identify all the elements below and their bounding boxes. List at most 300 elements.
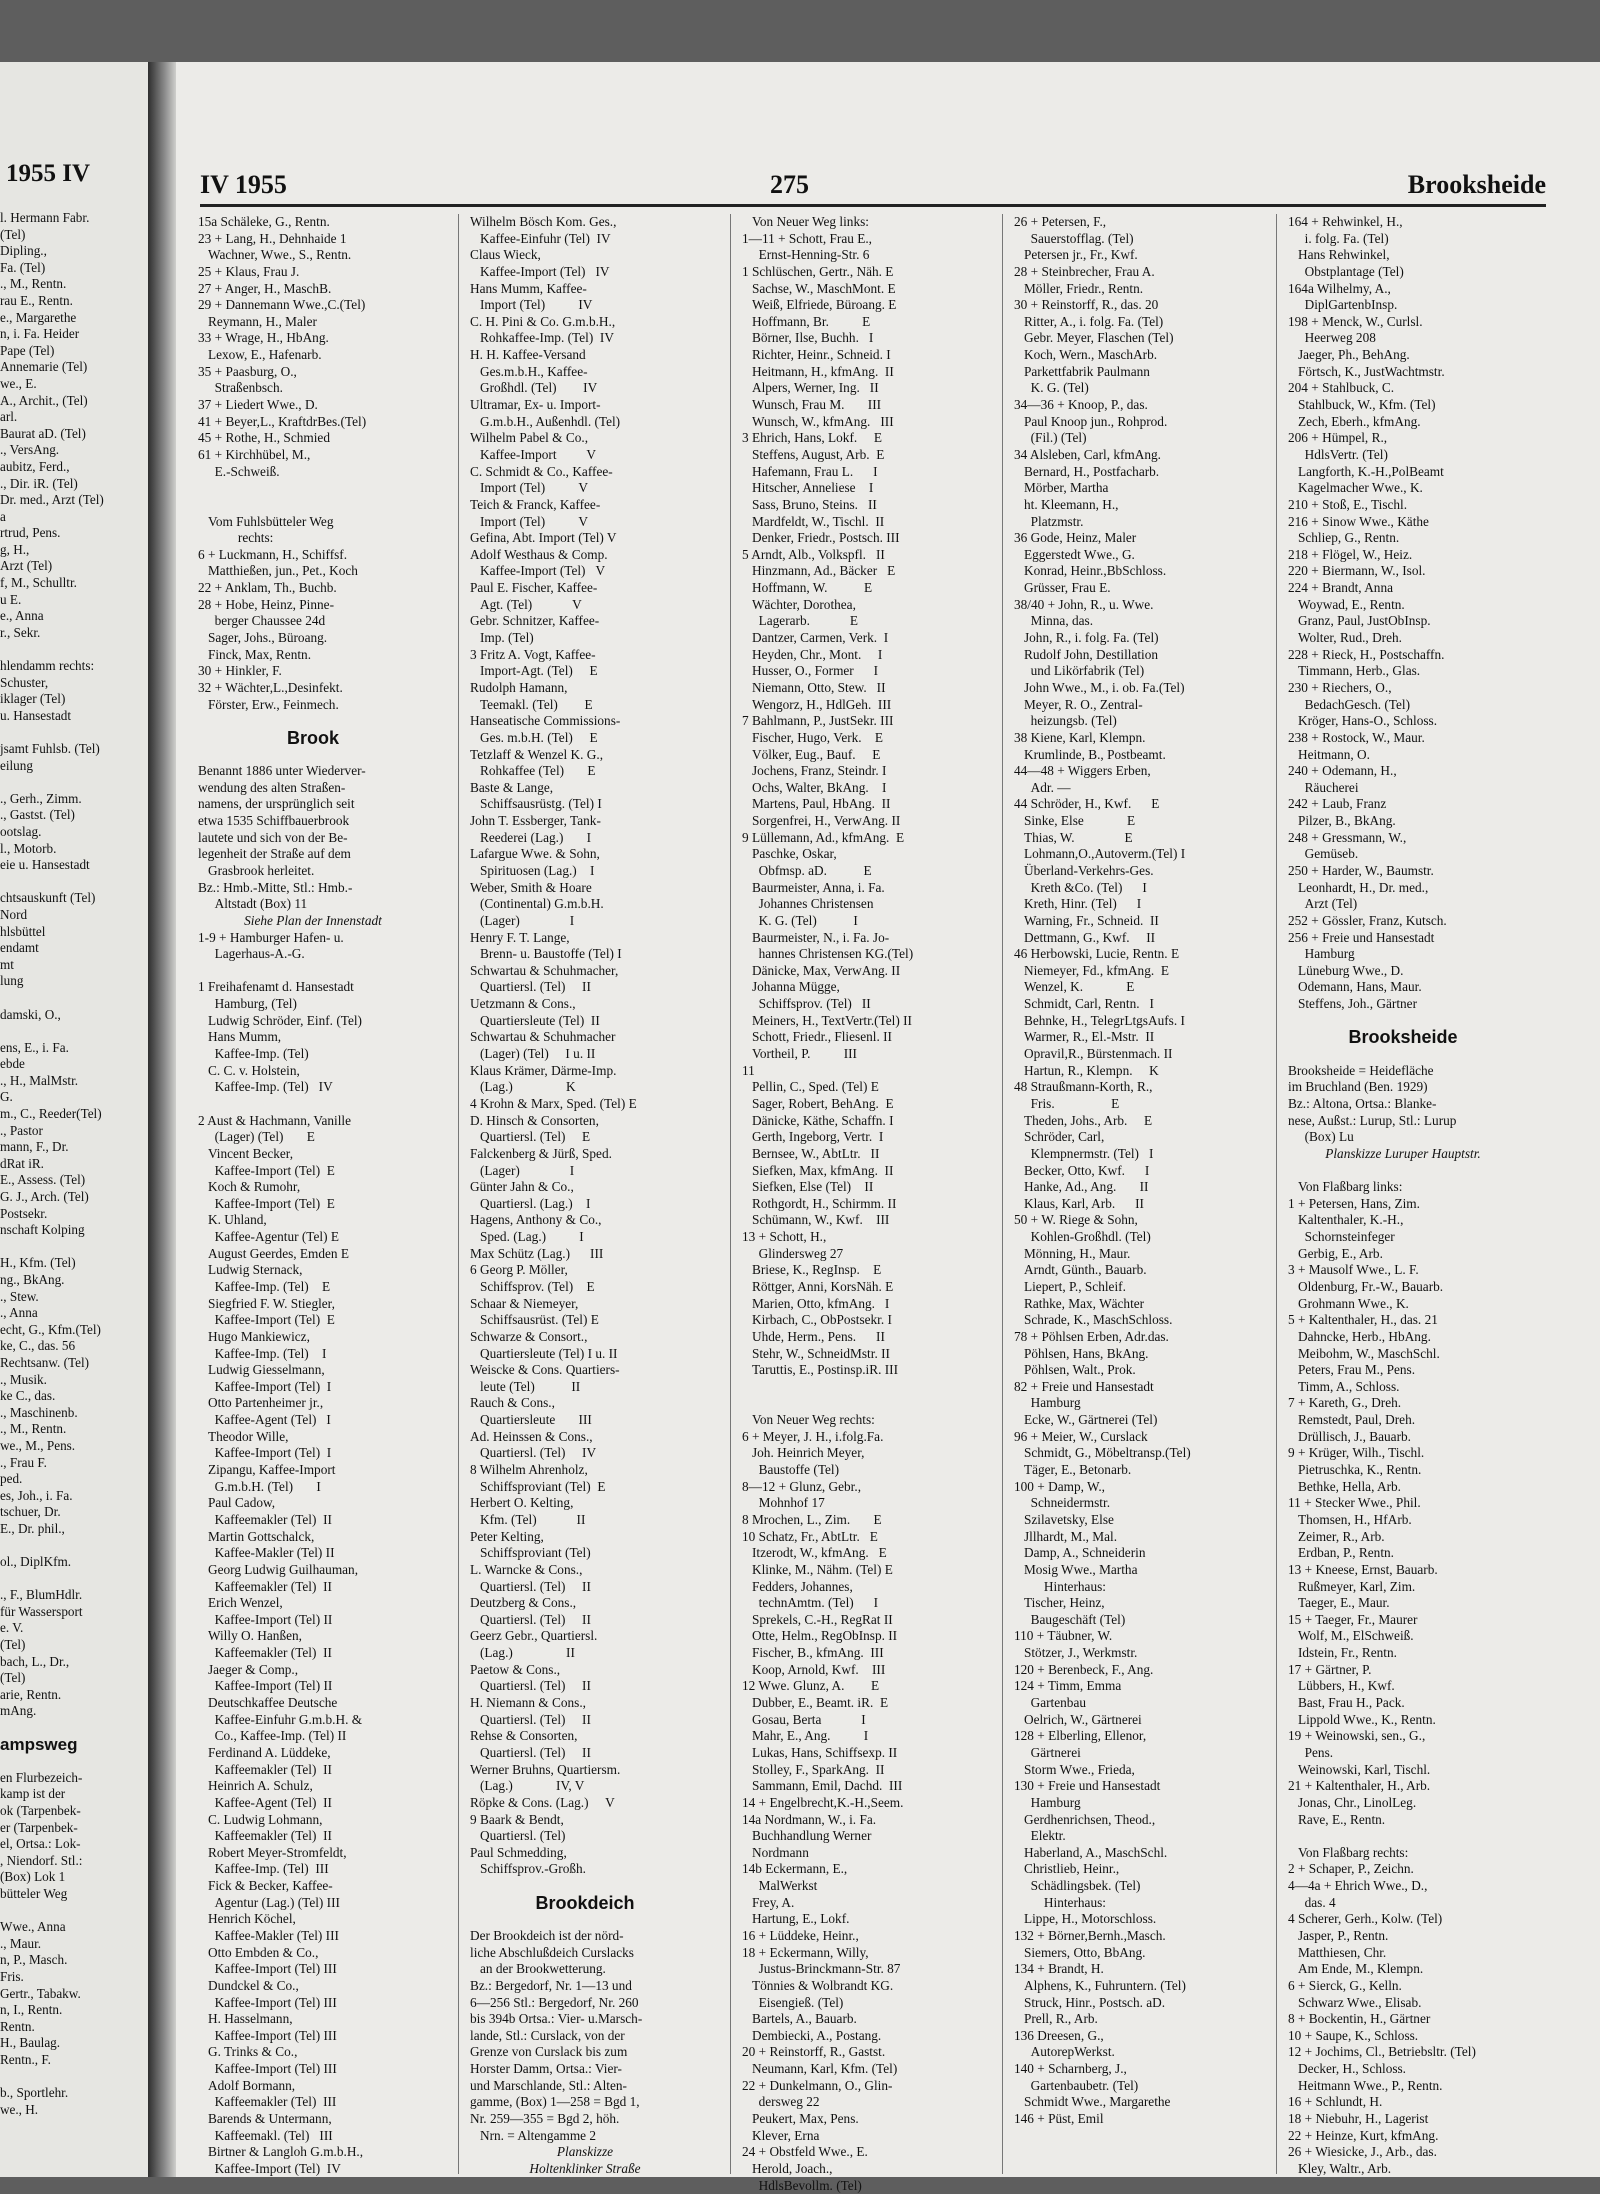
directory-entry-line: Röpke & Cons. (Lag.) V [470, 1794, 615, 1810]
directory-entry-line [0, 1538, 104, 1555]
directory-entry-line: tschuer, Dr. [0, 1504, 61, 1520]
directory-entry-line: 50 + W. Riege & Sohn, [1014, 1212, 1138, 1228]
directory-entry-line: e., Margarethe [0, 309, 77, 325]
directory-entry-line: Bz.: Hmb.-Mitte, Stl.: Hmb.- [198, 879, 353, 895]
directory-entry-line: 32 + Wächter,L.,Desinfekt. [198, 679, 343, 695]
directory-entry-line: Meiners, H., TextVertr.(Tel) II [742, 1012, 912, 1028]
directory-entry-line: (Lager) (Tel) E [198, 1129, 315, 1145]
directory-entry-line: Grasbrook herleitet. [198, 862, 315, 878]
directory-entry-line: Niemann, Otto, Stew. II [742, 679, 886, 695]
directory-entry-line [1288, 1163, 1518, 1180]
directory-entry-line: Dänicke, Käthe, Schaffn. I [742, 1112, 894, 1128]
directory-entry-line: rechts: [198, 530, 274, 546]
directory-entry-line: Granz, Paul, JustObInsp. [1288, 613, 1431, 629]
directory-entry-line: damski, O., [0, 1006, 61, 1022]
directory-entry-line: E., Dr. phil., [0, 1520, 65, 1536]
directory-entry-line: Baurat aD. (Tel) [0, 425, 86, 441]
directory-entry-line: Adolf Bormann, [198, 2077, 296, 2093]
directory-entry-line: Wolter, Rud., Dreh. [1288, 630, 1402, 646]
directory-entry-line: Kaffee-Imp. (Tel) E [198, 1279, 331, 1294]
directory-entry-line: Obstplantage (Tel) [1288, 263, 1404, 279]
directory-entry-line: Robert Meyer-Stromfeldt, [198, 1844, 347, 1860]
directory-entry-line: 8 Wilhelm Ahrenholz, [470, 1462, 588, 1478]
directory-entry-line: (Lag.) IV, V [470, 1778, 585, 1794]
directory-entry-line: Pape (Tel) [0, 342, 55, 358]
directory-entry-line: und Likörfabrik (Tel) [1014, 663, 1145, 679]
directory-entry-line: Schliep, G., Rentn. [1288, 530, 1400, 546]
directory-entry-line: Rudolph Hamann, [470, 679, 568, 695]
directory-entry-line: Kaffee-Import (Tel) E [198, 1195, 335, 1211]
directory-entry-line: Barends & Untermann, [198, 2111, 332, 2127]
directory-entry-line: Wwe., Anna [0, 1919, 66, 1935]
directory-entry-line: Koch & Rumohr, [198, 1179, 301, 1195]
directory-entry-line [1288, 1046, 1518, 1063]
directory-entry-line: 96 + Meier, W., Curslack [1014, 1428, 1148, 1444]
directory-entry-line: Röttger, Anni, KorsNäh. E [742, 1279, 894, 1294]
directory-entry-line: Max Schütz (Lag.) III [470, 1245, 604, 1261]
directory-entry-line: dersweg 22 [742, 2094, 820, 2110]
directory-entry-line: Quartiersl. (Tel) II [470, 979, 591, 995]
directory-entry-line: Kaffee-Einfuhr (Tel) IV [470, 230, 611, 246]
directory-entry-line: Völker, Eug., Bauf. E [742, 746, 881, 762]
directory-entry-line: (Tel) [0, 1670, 26, 1686]
directory-entry-line: 130 + Freie und Hansestadt [1014, 1778, 1161, 1794]
directory-entry-line: bach, L., Dr., [0, 1653, 70, 1669]
directory-entry-line: 5 Arndt, Alb., Volkspfl. II [742, 546, 885, 562]
directory-entry-line: G.m.b.H. (Tel) I [198, 1478, 321, 1494]
directory-entry-line: Weber, Smith & Hoare [470, 879, 592, 895]
directory-entry-line: Taeger, E., Maur. [1288, 1595, 1390, 1611]
directory-entry-line: C. H. Pini & Co. G.m.b.H., [470, 313, 616, 329]
directory-entry-line: Siefken, Else (Tel) II [742, 1179, 874, 1195]
directory-entry-line: 15a Schäleke, G., Rentn. [198, 214, 330, 229]
directory-entry-line: Liepert, P., Schleif. [1014, 1279, 1126, 1294]
directory-entry-line: Minna, das. [1014, 613, 1094, 629]
directory-entry-line: 242 + Laub, Franz [1288, 796, 1387, 812]
directory-entry-line: Quartiersl. (Tel) II [470, 1611, 591, 1627]
directory-entry-line: Tischer, Heinz, [1014, 1595, 1105, 1611]
directory-entry-line: Baurmeister, N., i. Fa. Jo- [742, 929, 890, 945]
directory-entry-line: Agentur (Lag.) (Tel) III [198, 1894, 340, 1910]
directory-entry-line: (Tel) [0, 226, 26, 242]
directory-entry-line: Co., Kaffee-Imp. (Tel) II [198, 1728, 347, 1744]
directory-entry-line: Quartiersl. (Tel) II [470, 1711, 591, 1727]
directory-entry-line: dRat iR. [0, 1155, 44, 1171]
directory-entry-line: 198 + Menck, W., Curlsl. [1288, 313, 1423, 329]
column-2 [470, 214, 700, 2174]
directory-entry-line: (Tel) [0, 1637, 26, 1653]
directory-entry-line: Nord [0, 906, 28, 922]
directory-entry-line: Horster Damm, Ortsa.: Vier- [470, 2061, 622, 2077]
directory-entry-line: Rußmeyer, Karl, Zim. [1288, 1578, 1416, 1594]
directory-entry-line: Gärtnerei [1014, 1744, 1081, 1760]
directory-entry-line: C. C. v. Holstein, [198, 1062, 300, 1078]
directory-entry-line: Mönning, H., Maur. [1014, 1245, 1131, 1261]
directory-entry-line: jsamt Fuhlsb. (Tel) [0, 741, 100, 756]
directory-entry-line: C. Ludwig Lohmann, [198, 1811, 323, 1827]
right-page [176, 62, 1600, 2193]
directory-entry-line: 21 + Kaltenthaler, H., Arb. [1288, 1778, 1431, 1794]
directory-entry-line [0, 1023, 104, 1040]
directory-entry-line: 2 + Schaper, P., Zeichn. [1288, 1861, 1414, 1877]
directory-entry-line: 29 + Dannemann Wwe.,C.(Tel) [198, 297, 366, 313]
directory-entry-line: A., Archit., (Tel) [0, 392, 88, 408]
directory-entry-line: bütteler Weg [0, 1885, 68, 1901]
directory-entry-line: heizungsb. (Tel) [1014, 713, 1117, 729]
directory-entry-line: 110 + Täubner, W. [1014, 1628, 1113, 1644]
directory-entry-line: Von Flaßbarg links: [1288, 1179, 1403, 1195]
directory-entry-line: Quartiersl. (Tel) II [470, 1578, 591, 1594]
directory-entry-line: Kaffee-Import (Tel) II [198, 1678, 333, 1694]
directory-entry-line: Kaffee-Imp. (Tel) I [198, 1345, 327, 1361]
directory-entry-line: a [0, 508, 6, 524]
directory-entry-line: Peukert, Max, Pens. [742, 2111, 859, 2127]
directory-entry-line: kamp ist der [0, 1786, 66, 1802]
directory-entry-line: mann, F., Dr. [0, 1139, 69, 1155]
directory-entry-line: mt [0, 956, 14, 972]
column-rule [1002, 214, 1003, 2174]
directory-entry-line: lung [0, 973, 24, 989]
directory-entry-line: rtrud, Pens. [0, 525, 61, 541]
directory-entry-line: Ges. m.b.H. (Tel) E [470, 729, 598, 745]
directory-entry-line: Schädlingsbek. (Tel) [1014, 1878, 1141, 1894]
directory-entry-line: Kaffee-Import (Tel) III [198, 2027, 337, 2043]
directory-entry-line: K. Uhland, [198, 1212, 267, 1228]
directory-entry-line: arl. [0, 409, 18, 425]
directory-entry-line: rau E., Rentn. [0, 292, 73, 308]
directory-entry-line: Wolf, M., ElSchweiß. [1288, 1628, 1414, 1644]
directory-entry-line: John T. Essberger, Tank- [470, 813, 601, 829]
directory-entry-line: Claus Wieck, [470, 247, 541, 263]
directory-entry-line: Brooksheide = Heidefläche [1288, 1062, 1434, 1078]
directory-entry-line: 20 + Reinstorff, R., Gastst. [742, 2044, 886, 2060]
directory-entry-line: legenheit der Straße auf dem [198, 846, 351, 862]
directory-entry-line: we., M., Pens. [0, 1437, 76, 1453]
directory-entry-line: Georg Ludwig Guilhauman, [198, 1561, 359, 1577]
directory-entry-line: H., Baulag. [0, 2035, 61, 2051]
directory-entry-line: Reederei (Lag.) I [470, 829, 592, 845]
directory-entry-line: Hagens, Anthony & Co., [470, 1212, 602, 1228]
directory-entry-line: Ferdinand A. Lüddeke, [198, 1744, 331, 1760]
directory-entry-line: 61 + Kirchhübel, M., [198, 446, 311, 462]
directory-entry-line: 16 + Schlundt, H. [1288, 2094, 1383, 2110]
directory-entry-line: Fick & Becker, Kaffee- [198, 1878, 333, 1894]
directory-entry-line: Paul Cadow, [198, 1495, 276, 1511]
left-page-header: 1955 IV [6, 160, 91, 187]
directory-entry-line: Gartenbau [1014, 1695, 1086, 1711]
directory-entry-line: Herbert O. Kelting, [470, 1495, 574, 1511]
directory-entry-line: Dettmann, G., Kwf. II [1014, 929, 1156, 945]
directory-entry-line: Hartun, R., Klempn. K [1014, 1062, 1159, 1078]
directory-entry-line: Gerth, Ingeborg, Vertr. I [742, 1129, 884, 1145]
directory-entry-line: (Lager) I [470, 912, 575, 928]
directory-entry-line: Vincent Becker, [198, 1145, 294, 1161]
plan-note: Planskizze [556, 2144, 614, 2160]
directory-entry-line: 8 Mrochen, L., Zim. E [742, 1511, 882, 1527]
directory-entry-line: Struck, Hinr., Postsch. aD. [1014, 1994, 1166, 2010]
directory-entry-line: Kaffee-Imp. (Tel) III [198, 1861, 329, 1877]
directory-entry-line: Steffens, Joh., Gärtner [1288, 996, 1418, 1012]
directory-entry-line: Matthiesen, Chr. [1288, 1944, 1387, 1960]
directory-entry-line: Bartels, A., Bauarb. [742, 2011, 857, 2027]
directory-entry-line: 12 + Jochims, Cl., Betriebsltr. (Tel) [1288, 2044, 1476, 2060]
directory-entry-line: Dipling., [0, 243, 47, 259]
directory-entry-line: ., M., Rentn. [0, 276, 67, 292]
street-heading: ampsweg [0, 1734, 78, 1754]
directory-entry-line: Benannt 1886 unter Wiederver- [198, 763, 366, 779]
directory-entry-line: Kaffee-Import (Tel) IV [198, 2160, 341, 2176]
directory-entry-line: DiplGartenbInsp. [1288, 297, 1398, 313]
directory-entry-line: 7 Bahlmann, P., JustSekr. III [742, 713, 894, 729]
directory-entry-line: Schwartau & Schuhmacher, [470, 962, 619, 978]
directory-entry-line: 164a Wilhelmy, A., [1288, 280, 1391, 296]
directory-entry-line: Rechtsanw. (Tel) [0, 1354, 90, 1370]
directory-entry-line: 38/40 + John, R., u. Wwe. [1014, 596, 1154, 612]
directory-entry-line: Kaffee-Import (Tel) III [198, 1961, 337, 1977]
directory-entry-line: Zipangu, Kaffee-Import [198, 1462, 336, 1478]
column-1 [198, 214, 428, 2174]
directory-entry-line [0, 874, 104, 891]
directory-entry-line: Jonas, Chr., LinolLeg. [1288, 1794, 1417, 1810]
directory-entry-line: m., C., Reeder(Tel) [0, 1106, 102, 1122]
directory-entry-line: Jochens, Franz, Steindr. I [742, 763, 887, 779]
directory-entry-line: Nr. 259—355 = Bgd 2, höh. [470, 2111, 620, 2127]
directory-entry-line: Ludwig Schröder, Einf. (Tel) [198, 1012, 362, 1028]
directory-entry-line: Mohnhof 17 [742, 1495, 825, 1511]
directory-entry-line: 7 + Kareth, G., Dreh. [1288, 1395, 1402, 1411]
directory-entry-line: Gartenbaubetr. (Tel) [1014, 2077, 1139, 2093]
directory-entry-line: ., F., BlumHdlr. [0, 1587, 83, 1603]
directory-entry-line: Lüneburg Wwe., D. [1288, 962, 1404, 978]
directory-entry-line: 45 + Rothe, H., Schmied [198, 430, 330, 446]
directory-entry-line: Kaffeemakler (Tel) II [198, 1578, 332, 1594]
directory-entry-line: 82 + Freie und Hansestadt [1014, 1378, 1154, 1394]
directory-entry-line: Adolf Westhaus & Comp. [470, 546, 608, 562]
directory-entry-line: 132 + Börner,Bernh.,Masch. [1014, 1927, 1166, 1943]
directory-entry-line: 100 + Damp, W., [1014, 1478, 1105, 1494]
directory-entry-line: ., Stew. [0, 1288, 39, 1304]
directory-entry-line: Storm Wwe., Frieda, [1014, 1761, 1135, 1777]
directory-entry-line: Hamburg, (Tel) [198, 996, 297, 1012]
directory-entry-line: ., Pastor [0, 1122, 43, 1138]
directory-entry-line: und Marschlande, Stl.: Alten- [470, 2077, 627, 2093]
directory-entry-line [0, 990, 104, 1007]
directory-entry-line: we., H. [0, 2101, 39, 2117]
directory-entry-line: Behnke, H., TelegrLtgsAufs. I [1014, 1012, 1185, 1028]
directory-entry-line: Langforth, K.-H.,PolBeamt [1288, 463, 1444, 479]
directory-entry-line: 248 + Gressmann, W., [1288, 829, 1407, 845]
directory-entry-line: 6 + Meyer, J. H., i.folg.Fa. [742, 1428, 884, 1444]
directory-entry-line: Mahr, E., Ang. I [742, 1728, 869, 1744]
directory-entry-line: Kley, Waltr., Arb. [1288, 2160, 1392, 2176]
directory-entry-line: Christlieb, Heinr., [1014, 1861, 1120, 1877]
directory-entry-line: ., Maschinenb. [0, 1404, 78, 1420]
directory-entry-line: Quartiersl. (Tel) E [470, 1129, 591, 1145]
directory-entry-line: Hans Mumm, Kaffee- [470, 280, 587, 296]
directory-entry-line: Pilzer, B., BkAng. [1288, 813, 1396, 829]
directory-entry-line: BedachGesch. (Tel) [1288, 696, 1411, 712]
directory-entry-line: Paetow & Cons., [470, 1661, 561, 1677]
directory-entry-line: en Flurbezeich- [0, 1769, 83, 1785]
directory-entry-line: Hamburg [1288, 946, 1355, 962]
directory-entry-line: Stahlbuck, W., Kfm. (Tel) [1288, 397, 1436, 413]
directory-entry-line: 4 Krohn & Marx, Sped. (Tel) E [470, 1095, 637, 1111]
directory-entry-line: Heyden, Chr., Mont. I [742, 646, 883, 662]
directory-entry-line: Bz.: Bergedorf, Nr. 1—13 und [470, 1977, 632, 1993]
directory-entry-line: ootslag. [0, 823, 42, 839]
directory-entry-line: Brenn- u. Baustoffe (Tel) I [470, 946, 622, 962]
directory-entry-line: 16 + Lüddeke, Heinr., [742, 1927, 859, 1943]
directory-entry-line [198, 963, 428, 980]
directory-entry-line: Kaffee-Agent (Tel) I [198, 1412, 331, 1428]
directory-entry-line: 230 + Riechers, O., [1288, 679, 1392, 695]
directory-entry-line: Oldenburg, Fr.-W., Bauarb. [1288, 1279, 1444, 1294]
directory-entry-line: Buchhandlung Werner [742, 1828, 872, 1844]
directory-entry-line: Paschke, Oskar, [742, 846, 837, 862]
directory-entry-line: Ges.m.b.H., Kaffee- [470, 363, 588, 379]
directory-entry-line: 25 + Klaus, Frau J. [198, 263, 300, 279]
directory-entry-line: ped. [0, 1471, 23, 1487]
directory-entry-line: Timm, A., Schloss. [1288, 1378, 1400, 1394]
directory-entry-line: Kaffeemakler (Tel) II [198, 1511, 332, 1527]
directory-entry-line: ng., BkAng. [0, 1272, 65, 1287]
directory-entry-line: Fris. E [1014, 1095, 1120, 1111]
directory-entry-line [0, 2069, 104, 2086]
directory-entry-line: Bernsee, W., AbtLtr. II [742, 1145, 880, 1161]
directory-entry-line: aubitz, Ferd., [0, 458, 70, 474]
directory-entry-line: das. 4 [1288, 1894, 1336, 1910]
directory-entry-line: Elektr. [1014, 1828, 1066, 1844]
directory-entry-line: 8—12 + Glunz, Gebr., [742, 1478, 862, 1494]
directory-entry-line: Birtner & Langloh G.m.b.H., [198, 2144, 364, 2160]
directory-entry-line: Briese, K., RegInsp. E [742, 1262, 882, 1278]
directory-entry-line: Alpers, Werner, Ing. II [742, 380, 879, 396]
directory-entry-line: 218 + Flögel, W., Heiz. [1288, 546, 1413, 562]
directory-entry-line: g, H., [0, 541, 30, 557]
directory-entry-line: 36 Gode, Heinz, Maler [1014, 530, 1137, 546]
directory-entry-line: el, Ortsa.: Lok- [0, 1836, 81, 1852]
directory-entry-line: Parkettfabrik Paulmann [1014, 363, 1150, 379]
directory-entry-line: Ritter, A., i. folg. Fa. (Tel) [1014, 313, 1164, 329]
street-heading: Brooksheide [1348, 1027, 1458, 1048]
directory-entry-line: Platzmstr. [1014, 513, 1084, 529]
directory-entry-line: Kröger, Hans-O., Schloss. [1288, 713, 1438, 729]
directory-entry-line: ., Maur. [0, 1935, 42, 1951]
street-heading: Brookdeich [535, 1892, 635, 1913]
directory-entry-line: eie u. Hansestadt [0, 857, 90, 873]
directory-entry-line [742, 1395, 972, 1412]
directory-entry-line: 6 + Sierck, G., Kelln. [1288, 1977, 1402, 1993]
header-volume-year: IV 1955 [200, 170, 287, 199]
directory-entry-line: ke, C., das. 56 [0, 1338, 76, 1354]
directory-entry-line: Gefina, Abt. Import (Tel) V [470, 530, 617, 546]
directory-entry-line: Wächter, Dorothea, [742, 596, 856, 612]
directory-entry-line: 3 Ehrich, Hans, Lokf. E [742, 430, 882, 446]
directory-entry-line: 128 + Elberling, Ellenor, [1014, 1728, 1147, 1744]
directory-entry-line [1288, 1828, 1518, 1845]
directory-entry-line: Ecke, W., Gärtnerei (Tel) [1014, 1412, 1158, 1428]
directory-entry-line: 3 + Mausolf Wwe., L. F. [1288, 1262, 1419, 1278]
directory-entry-line: 1 + Petersen, Hans, Zim. [1288, 1195, 1420, 1211]
directory-entry-line: Wengorz, H., HdlGeh. III [742, 696, 892, 712]
directory-entry-line: 23 + Lang, H., Dehnhaide 1 [198, 230, 347, 246]
directory-entry-line: Stolley, F., SparkAng. II [742, 1761, 885, 1777]
directory-entry-line: Siefken, Max, kfmAng. II [742, 1162, 894, 1178]
directory-entry-line: Wachner, Wwe., S., Rentn. [198, 247, 352, 263]
directory-entry-line: Von Flaßbarg rechts: [1288, 1844, 1409, 1860]
directory-entry-line: Quartiersl. (Tel) [470, 1828, 566, 1844]
directory-entry-line: Klinke, M., Nähm. (Tel) E [742, 1561, 893, 1577]
directory-entry-line: Denker, Friedr., Postsch. III [742, 530, 900, 546]
directory-entry-line: Fa. (Tel) [0, 259, 46, 275]
directory-entry-line: chtsauskunft (Tel) [0, 890, 96, 906]
directory-entry-line: 256 + Freie und Hansestadt [1288, 929, 1435, 945]
directory-entry-line: 38 Kiene, Karl, Klempn. [1014, 729, 1146, 745]
directory-entry-line: G. Trinks & Co., [198, 2044, 298, 2060]
directory-entry-line: Ludwig Sternack, [198, 1262, 303, 1278]
directory-entry-line: Lafargue Wwe. & Sohn, [470, 846, 600, 862]
directory-entry-line: r., Sekr. [0, 624, 41, 640]
directory-entry-line: 48 Straußmann-Korth, R., [1014, 1079, 1153, 1095]
directory-entry-line: echt, G., Kfm.(Tel) [0, 1321, 101, 1337]
directory-entry-line: John Wwe., M., i. ob. Fa.(Tel) [1014, 679, 1185, 695]
directory-entry-line: Gebr. Schnitzer, Kaffee- [470, 613, 600, 629]
directory-entry-line: Alphens, K., Fuhruntern. (Tel) [1014, 1977, 1186, 1993]
directory-entry-line: Schmidt, Carl, Rentn. I [1014, 996, 1154, 1012]
directory-entry-line: Kaffee-Import V [470, 446, 597, 462]
directory-entry-line: liche Abschlußdeich Curslacks [470, 1944, 634, 1960]
directory-entry-line: 10 Schatz, Fr., AbtLtr. E [742, 1528, 878, 1544]
directory-entry-line: 1-9 + Hamburger Hafen- u. [198, 929, 344, 945]
directory-entry-line: 30 + Hinkler, F. [198, 663, 282, 679]
directory-entry-line: Kaffeemakler (Tel) II [198, 1761, 332, 1777]
directory-entry-line: Kaltenthaler, K.-H., [1288, 1212, 1404, 1228]
directory-entry-line: Lübbers, H., Kwf. [1288, 1678, 1395, 1694]
directory-entry-line: 12 Wwe. Glunz, A. E [742, 1678, 880, 1694]
directory-entry-line: 140 + Scharnberg, J., [1014, 2061, 1127, 2077]
directory-entry-line: Ludwig Giesselmann, [198, 1362, 325, 1378]
directory-entry-line: 9 + Krüger, Wilh., Tischl. [1288, 1445, 1425, 1461]
directory-entry-line: ., VersAng. [0, 442, 60, 458]
directory-entry-line: Sammann, Emil, Dachd. III [742, 1778, 903, 1794]
directory-entry-line: Import-Agt. (Tel) E [470, 663, 598, 679]
directory-entry-line: Schümann, W., Kwf. III [742, 1212, 890, 1228]
directory-entry-line: G. J., Arch. (Tel) [0, 1189, 89, 1205]
directory-entry-line: Dr. med., Arzt (Tel) [0, 492, 104, 508]
directory-entry-line: Obfmsp. aD. E [742, 862, 872, 878]
directory-entry-line: Joh. Heinrich Meyer, [742, 1445, 865, 1461]
directory-entry-line: Börner, Ilse, Buchh. I [742, 330, 874, 346]
directory-entry-line: Rothgordt, H., Schirmm. II [742, 1195, 897, 1211]
directory-entry-line [470, 1911, 700, 1928]
directory-entry-line: Dundckel & Co., [198, 1977, 299, 1993]
directory-entry-line: Eisengieß. (Tel) [742, 1994, 844, 2010]
directory-entry-line: Quartiersleute (Tel) I u. II [470, 1345, 618, 1361]
directory-entry-line: Quartiersleute (Tel) II [470, 1012, 600, 1028]
directory-entry-line: 26 + Wiesicke, J., Arb., das. [1288, 2144, 1437, 2160]
directory-entry-line: Schiffsproviant (Tel) E [470, 1478, 606, 1494]
directory-entry-line: Frey, A. [742, 1894, 795, 1910]
column-rule [1276, 214, 1277, 2174]
directory-entry-line: C. Schmidt & Co., Kaffee- [470, 463, 613, 479]
directory-entry-line: Schiffsprov. (Tel) II [742, 996, 871, 1012]
directory-entry-line: Täger, E., Betonarb. [1014, 1462, 1132, 1478]
directory-entry-line: Vom Fuhlsbütteler Weg [198, 513, 334, 529]
directory-entry-line: Rohkaffee-Imp. (Tel) IV [470, 330, 614, 346]
directory-entry-line: Ultramar, Ex- u. Import- [470, 397, 601, 413]
directory-entry-line: Schrade, K., MaschSchloss. [1014, 1312, 1173, 1328]
directory-entry-line: 34—36 + Knoop, P., das. [1014, 397, 1148, 413]
